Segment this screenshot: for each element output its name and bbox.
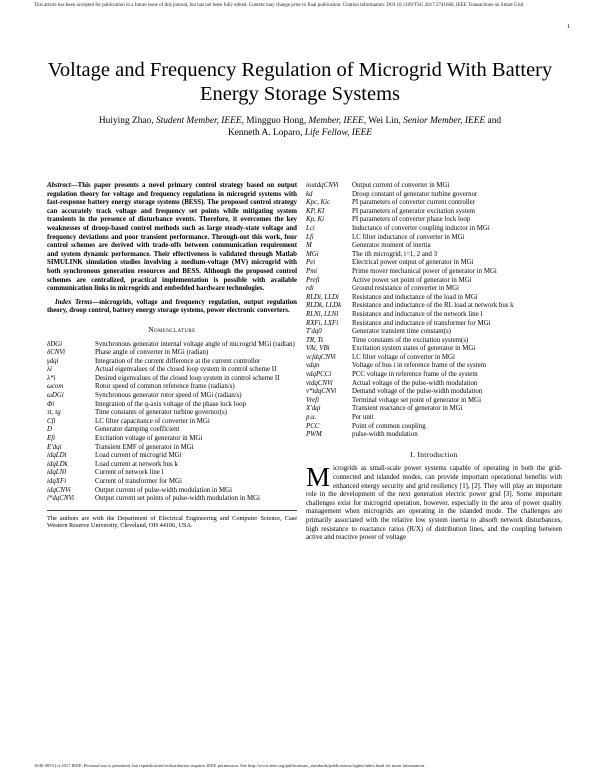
- nomenclature-definition: Transient EMF of generator in MGi: [95, 443, 194, 451]
- left-column: [47, 182, 297, 530]
- nomenclature-definition: Output current set points of pulse-width modulation in MGi: [95, 495, 260, 503]
- nomenclature-entry: [306, 388, 562, 397]
- nomenclature-entry: [47, 469, 297, 478]
- nomenclature-symbol: E′dqi: [47, 443, 62, 451]
- nomenclature-symbol: p.u.: [306, 414, 317, 422]
- nomenclature-definition: Current of transformer for MGi: [95, 478, 182, 485]
- nomenclature-symbol: δCNVi: [47, 349, 66, 357]
- nomenclature-symbol: Pei: [306, 259, 316, 267]
- nomenclature-entry: [306, 191, 562, 200]
- nomenclature-heading: Nomenclature: [148, 325, 196, 334]
- introduction-paragraph: [306, 462, 562, 542]
- drop-cap: M: [306, 462, 331, 493]
- nomenclature-symbol: idqLDi: [47, 452, 67, 460]
- nomenclature-entry: [306, 414, 562, 423]
- nomenclature-entry: [47, 444, 297, 453]
- nomenclature-entry: [306, 242, 562, 251]
- header-note: This article has been accepted for publication in a future issue of this journal, but has not been fully edited. Content may change prior to final publication. Citation information: DOI 10.1109/TSG.2017.2741668, IEEE Transactions on Smart Grid: [34, 3, 524, 8]
- nomenclature-definition: Load current of microgrid MGi: [95, 452, 182, 460]
- nomenclature-symbol: v*tdqCNVi: [306, 388, 337, 396]
- nomenclature-definition: LC filter voltage of converter in MGi: [352, 353, 455, 361]
- nomenclature-definition: Generator moment of inertia: [352, 242, 431, 250]
- nomenclature-symbol: RLNl, LLNl: [306, 310, 339, 318]
- nomenclature-symbol: Prefi: [306, 276, 320, 284]
- nomenclature-entry: [306, 234, 562, 243]
- nomenclature-symbol: λ*i: [47, 374, 56, 382]
- nomenclature-definition: Generator transient time constant(s): [352, 328, 451, 336]
- nomenclature-definition: Inductance of converter coupling inductor in MGi: [352, 224, 490, 232]
- nomenclature-entry: [47, 487, 297, 496]
- nomenclature-definition: The ith microgrid, i=1, 2 and 3: [352, 250, 438, 258]
- author-role: Student Member, IEEE,: [155, 116, 244, 126]
- nomenclature-entry: [306, 259, 562, 268]
- author-role: Life Fellow, IEEE: [304, 128, 373, 138]
- nomenclature-entry: [306, 405, 562, 414]
- nomenclature-definition: Resistance and inductance of the RL load at network bus k: [352, 302, 514, 310]
- nomenclature-definition: Demand voltage of the pulse-width modulation: [352, 388, 483, 396]
- nomenclature-definition: Transient reactance of generator in MGi: [352, 405, 463, 413]
- nomenclature-definition: Integration of the current difference at the current controller: [95, 357, 261, 365]
- nomenclature-symbol: λi: [47, 366, 52, 374]
- nomenclature-entry: [47, 418, 297, 427]
- nomenclature-symbol: Efi: [47, 435, 56, 443]
- nomenclature-symbol: vcfdqCNVi: [306, 353, 336, 361]
- nomenclature-symbol: RLDi, LLDi: [306, 293, 339, 301]
- nomenclature-entry: [306, 362, 562, 371]
- nomenclature-entry: [306, 216, 562, 225]
- abstract: [47, 182, 297, 294]
- nomenclature-definition: LC filter capacitance of converter in MGi: [95, 417, 210, 425]
- nomenclature-symbol: idqLDk: [47, 460, 68, 468]
- nomenclature-definition: Active power set point of generator in MGi: [352, 276, 472, 284]
- introduction-text: icrogrids as small-scale power systems capable of operating in both the grid-connected and islanded modes, can provide important operational benefits with enhanced energy security and grid resiliency [1], [2]. They will play an important role in the development of the next generation electric power grid [3]. Some important challenges exist for microgrid operation, however, especially in the area of power quality management when microgrids are operating in the islanded mode. The challenges are primarily associated with the relative low system inertia to absorb network disturbances, high resistance to reactance ratios (R/X) of distribution lines, and the coupling between active and reactive power of voltage: [306, 465, 562, 542]
- nomenclature-entry: [306, 251, 562, 260]
- nomenclature-symbol: γdqi: [47, 357, 59, 365]
- nomenclature-symbol: i*dqCNVi: [47, 495, 75, 503]
- nomenclature-entry: [306, 208, 562, 217]
- nomenclature-definition: Synchronous generator internal voltage angle of microgrid MGi (radian): [95, 340, 295, 348]
- nomenclature-definition: Point of common coupling: [352, 422, 426, 430]
- nomenclature-definition: Voltage of bus i in reference frame of the system: [352, 362, 486, 370]
- author-conjunction: and: [487, 116, 502, 126]
- nomenclature-definition: Prime mover mechanical power of generator in MGi: [352, 267, 497, 275]
- nomenclature-symbol: KP, KI: [306, 207, 325, 215]
- author-name: Wei Lin,: [368, 116, 401, 126]
- nomenclature-definition: Actual voltage of the pulse-width modulation: [352, 379, 478, 387]
- nomenclature-definition: Electrical power output of generator in MGi: [352, 259, 474, 267]
- nomenclature-definition: Per unit: [352, 414, 374, 422]
- nomenclature-definition: PI parameters of converter current controller: [352, 199, 476, 207]
- nomenclature-entry: [47, 452, 297, 461]
- nomenclature-definition: Resistance and inductance of the load in MGi: [352, 293, 478, 301]
- nomenclature-symbol: PCC: [306, 422, 320, 430]
- author-name: Mingguo Hong,: [246, 116, 307, 126]
- nomenclature-symbol: τt, τg: [47, 409, 61, 417]
- nomenclature-entry: [306, 294, 562, 303]
- nomenclature-definition: Resistance and inductance of the network line l: [352, 310, 483, 318]
- index-terms: [47, 299, 297, 316]
- nomenclature-entry: [306, 380, 562, 389]
- nomenclature-list-left: [47, 341, 297, 504]
- nomenclature-definition: Time constants of the excitation system(s): [352, 336, 469, 344]
- nomenclature-entry: [47, 478, 297, 487]
- nomenclature-entry: [306, 311, 562, 320]
- nomenclature-entry: [306, 268, 562, 277]
- nomenclature-definition: Resistance and inductance of transformer for MGi: [352, 319, 491, 327]
- nomenclature-definition: Output current of pulse-width modulation in MGi: [95, 486, 233, 494]
- right-column: [306, 182, 562, 543]
- introduction-heading: I. Introduction: [410, 449, 458, 459]
- nomenclature-definition: pulse-width modulation: [352, 431, 418, 439]
- nomenclature-entry: [47, 366, 297, 375]
- index-terms-text: —microgrids, voltage and frequency regulation, output regulation theory, droop control, battery energy storage systems, power electronic converters.: [47, 298, 297, 315]
- nomenclature-definition: Time constants of generator turbine governor(s): [95, 409, 227, 417]
- nomenclature-symbol: X′dqi: [306, 405, 321, 413]
- nomenclature-definition: Ground resistance of converter in MGi: [352, 285, 459, 293]
- affiliation-footnote: The authors are with the Department of Electrical Engineering and Computer Science, Case Western Reserve University, Cleveland, OH 44106, USA.: [47, 510, 297, 530]
- authors: [40, 115, 560, 139]
- nomenclature-list-right: [306, 182, 562, 440]
- nomenclature-symbol: VAi, VBi: [306, 345, 330, 353]
- nomenclature-entry: [47, 435, 297, 444]
- nomenclature-entry: [47, 358, 297, 367]
- nomenclature-symbol: vdqn: [306, 362, 320, 370]
- nomenclature-entry: [47, 409, 297, 418]
- nomenclature-definition: Synchronous generator rotor speed of MGi (radian/s): [95, 392, 242, 400]
- nomenclature-symbol: Kpc, Kic: [306, 199, 331, 207]
- nomenclature-entry: [306, 182, 562, 191]
- copyright-footer: 1949-3053 (c) 2017 IEEE. Personal use is permitted, but republication/redistribution requires IEEE permission. See http://www.ieee.org/publications_standards/publications/rights/index.html for more information.: [34, 763, 426, 768]
- nomenclature-definition: Droop constant of generator turbine governor: [352, 190, 478, 198]
- page-number: 1: [567, 24, 570, 30]
- nomenclature-symbol: TR, Ts: [306, 336, 324, 344]
- nomenclature-symbol: Φi: [47, 400, 55, 408]
- nomenclature-entry: [306, 345, 562, 354]
- nomenclature-definition: Generator damping coefficient: [95, 426, 180, 434]
- nomenclature-entry: [306, 285, 562, 294]
- nomenclature-symbol: T′dq0: [306, 328, 322, 336]
- nomenclature-definition: Actual eigenvalues of the closed loop system in control scheme II: [95, 366, 277, 374]
- author-name: Kenneth A. Loparo,: [227, 128, 303, 138]
- nomenclature-definition: Terminal voltage set point of generator in MGi: [352, 396, 482, 404]
- nomenclature-entry: [47, 375, 297, 384]
- nomenclature-symbol: ωcom: [47, 383, 64, 391]
- author-role: Senior Member, IEEE: [403, 116, 486, 126]
- nomenclature-entry: [306, 337, 562, 346]
- nomenclature-symbol: Lfi: [306, 233, 314, 241]
- nomenclature-symbol: idqCNVi: [47, 486, 71, 494]
- nomenclature-entry: [306, 354, 562, 363]
- nomenclature-definition: Current of network line l: [95, 469, 164, 477]
- nomenclature-symbol: Vrefi: [306, 396, 320, 404]
- nomenclature-entry: [306, 320, 562, 329]
- nomenclature-entry: [47, 461, 297, 470]
- author-name: Huiying Zhao,: [98, 116, 154, 126]
- nomenclature-definition: Integration of the q-axis voltage of the phase lock loop: [95, 400, 246, 408]
- nomenclature-symbol: Cfi: [47, 417, 56, 425]
- nomenclature-definition: Rotor speed of common reference frame (radian/s): [95, 383, 235, 391]
- nomenclature-symbol: Pmi: [306, 267, 318, 275]
- nomenclature-entry: [47, 426, 297, 435]
- nomenclature-entry: [306, 397, 562, 406]
- nomenclature-definition: PCC voltage in reference frame of the system: [352, 371, 478, 379]
- author-role: Member, IEEE,: [308, 116, 367, 126]
- nomenclature-definition: PI parameters of converter phase lock loop: [352, 216, 471, 224]
- nomenclature-entry: [306, 277, 562, 286]
- nomenclature-definition: Phase angle of converter in MGi (radian): [95, 349, 209, 357]
- nomenclature-entry: [306, 371, 562, 380]
- nomenclature-entry: [306, 423, 562, 432]
- nomenclature-entry: [47, 495, 297, 504]
- nomenclature-symbol: rdi: [306, 285, 314, 293]
- nomenclature-symbol: RXFi, LXFi: [306, 319, 339, 327]
- nomenclature-symbol: Lci: [306, 224, 315, 232]
- nomenclature-symbol: RLDk, LLDk: [306, 302, 342, 310]
- nomenclature-entry: [47, 401, 297, 410]
- nomenclature-symbol: ωDGi: [47, 392, 64, 400]
- nomenclature-entry: [47, 349, 297, 358]
- nomenclature-symbol: MGi: [306, 250, 319, 258]
- nomenclature-definition: LC filter inductance of converter in MGi: [352, 233, 465, 241]
- paper-title: Voltage and Frequency Regulation of Microgrid With Battery Energy Storage Systems: [47, 59, 553, 105]
- nomenclature-symbol: idqLNl: [47, 469, 67, 477]
- index-terms-lead: Index Terms: [55, 298, 93, 306]
- nomenclature-symbol: M: [306, 242, 312, 250]
- nomenclature-entry: [47, 383, 297, 392]
- nomenclature-entry: [306, 431, 562, 440]
- abstract-lead: Abstract: [47, 182, 71, 189]
- nomenclature-symbol: δDGi: [47, 340, 63, 348]
- nomenclature-symbol: vtdqCNVi: [306, 379, 333, 387]
- nomenclature-entry: [306, 328, 562, 337]
- nomenclature-entry: [306, 225, 562, 234]
- nomenclature-symbol: Kp, Ki: [306, 216, 324, 224]
- nomenclature-entry: [306, 302, 562, 311]
- nomenclature-symbol: D: [47, 426, 52, 434]
- nomenclature-definition: Load current at network bus k: [95, 460, 178, 468]
- nomenclature-symbol: vdqPCCi: [306, 371, 332, 379]
- nomenclature-symbol: ioutdqCNVi: [306, 182, 339, 189]
- abstract-text: —This paper presents a novel primary control strategy based on output regulation theory for voltage and frequency regulations in microgrid systems with fast-response battery energy storage systems (BESS). The proposed control strategy can accurately track voltage and frequency set points while mitigating system transients in the presence of disturbance events. Therefore, it overcomes the key weaknesses of droop-based control methods such as large steady-state voltage and frequency deviations and poor transient performance. Through-out this work, four control schemes are derived with trade-offs between communication requirement and system dynamic performance. Their effectiveness is validated through Matlab SIMULINK simulation studies involving a medium-voltage (MV) microgrid with both synchronous generation resources and BESS. Although the proposed control schemes are centralized, practical implementation is possible with available communication links in microgrids and embedded hardware technologies.: [47, 182, 297, 293]
- nomenclature-entry: [47, 392, 297, 401]
- nomenclature-entry: [47, 341, 297, 350]
- nomenclature-definition: PI parameters of generator excitation system: [352, 207, 476, 215]
- nomenclature-definition: Excitation system states of generator in MGi: [352, 345, 476, 353]
- nomenclature-symbol: idqXFi: [47, 478, 67, 485]
- nomenclature-definition: Desired eigenvalues of the closed loop system in control scheme II: [95, 374, 280, 382]
- nomenclature-definition: Output current of converter in MGi: [352, 182, 450, 189]
- nomenclature-definition: Excitation voltage of generator in MGi: [95, 435, 203, 443]
- nomenclature-entry: [306, 199, 562, 208]
- nomenclature-symbol: PWM: [306, 431, 322, 439]
- nomenclature-symbol: kd: [306, 190, 313, 198]
